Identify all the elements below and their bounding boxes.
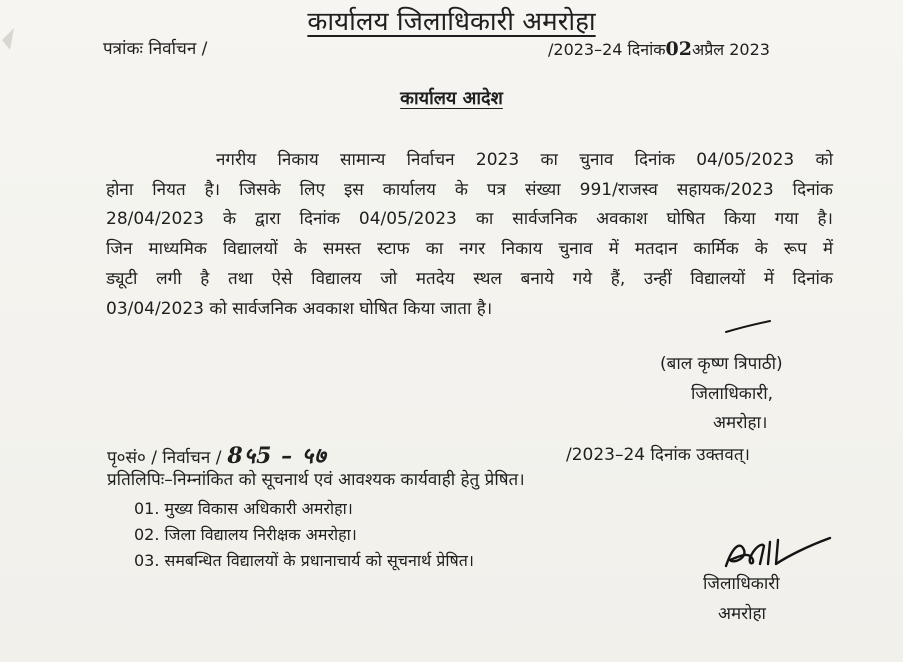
letter-date-handwritten: 02: [665, 38, 692, 60]
initial-stroke-mark: [724, 318, 774, 338]
copy-recipient-item: 01. मुख्य विकास अधिकारी अमरोहा।: [134, 499, 353, 518]
signatory-name: (बाल कृष्ण त्रिपाठी): [660, 354, 783, 374]
order-body-line: 03/04/2023 को सार्वजनिक अवकाश घोषित किया जाता है।: [106, 299, 493, 319]
endorsement-ref-number-handwritten: 8५5 – ५७: [227, 443, 327, 469]
order-body-line: जिन माध्यमिक विद्यालयों के समस्त स्टाफ का नगर निकाय चुनाव में मतदान कार्मिक के रूप में: [106, 239, 833, 259]
order-body-line: ड्यूटी लगी है तथा ऐसे विद्यालय जो मतदेय स्थल बनाये गये हैं, उन्हीं विद्यालयों में दिनांक: [106, 269, 833, 289]
endorsement-date: /2023–24 दिनांक उक्तवत्।: [566, 445, 750, 465]
order-body-line: होना नियत है। जिसके लिए इस कार्यालय के पत्र संख्या 991/राजस्व सहायक/2023 दिनांक: [106, 180, 833, 200]
endorsement-reference: [107, 440, 327, 470]
endorsement-location: अमरोहा: [718, 604, 766, 624]
endorsement-ref-label: पृ०सं० / निर्वाचन /: [107, 448, 222, 468]
endorsement-designation: जिलाधिकारी: [703, 574, 780, 594]
letter-date-month-year: अप्रैल 2023: [691, 40, 770, 59]
office-title: कार्यालय जिलाधिकारी अमरोहा: [307, 7, 596, 37]
letter-date: [548, 38, 770, 60]
copy-recipient-item: 02. जिला विद्यालय निरीक्षक अमरोहा।: [134, 525, 357, 544]
order-body-line: 28/04/2023 के द्वारा दिनांक 04/05/2023 का सार्वजनिक अवकाश घोषित किया गया है।: [106, 209, 833, 229]
letter-number-label: पत्रांकः निर्वाचन /: [103, 39, 208, 59]
signatory-location: अमरोहा।: [713, 413, 768, 433]
copy-to-line: प्रतिलिपिः–निम्नांकित को सूचनार्थ एवं आवश्यक कार्यवाही हेतु प्रेषित।: [107, 470, 525, 490]
letter-year: /2023–24 दिनांक: [548, 40, 666, 59]
order-heading: कार्यालय आदेश: [400, 88, 503, 109]
copy-recipient-item: 03. समबन्धित विद्यालयों के प्रधानाचार्य को सूचनार्थ प्रेषित।: [134, 551, 474, 570]
order-body-line: नगरीय निकाय सामान्य निर्वाचन 2023 का चुनाव दिनांक 04/05/2023 को: [216, 150, 833, 170]
signatory-designation: जिलाधिकारी,: [691, 384, 774, 404]
